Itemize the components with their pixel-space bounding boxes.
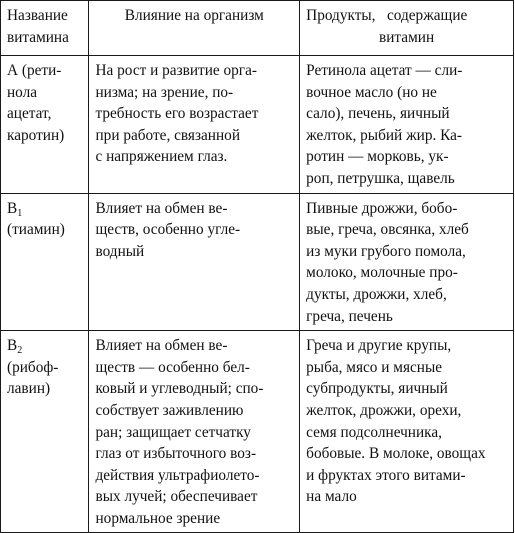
vitamin-name-a: А (рети- нола ацетат, каротин) bbox=[1, 56, 89, 194]
header-vitamin-name: Название витамина bbox=[1, 1, 89, 56]
vitamin-fullname-b2: (рибоф- лавин) bbox=[7, 358, 59, 398]
vitamin-products-a: Ретинола ацетат — сли- вочное масло (но не сало), печень, яичный желток, рыбий жир. Ка- ротин — морковь, ук- роп, петрушка, щавель bbox=[300, 56, 514, 194]
header-products-line1: Продукты, содержащие bbox=[306, 7, 468, 24]
vitamin-effect-b1: Влияет на обмен ве- ществ, особенно угле- водный bbox=[89, 193, 300, 331]
table-row bbox=[1, 193, 514, 331]
vitamin-subscript-b2: 2 bbox=[17, 345, 23, 357]
vitamin-fullname-b1: (тиамин) bbox=[7, 221, 65, 239]
vitamin-subscript-b1: 1 bbox=[17, 207, 23, 219]
vitamin-letter-b2: В bbox=[7, 337, 18, 355]
vitamin-name-b2 bbox=[1, 331, 89, 533]
header-products-line2: витамин bbox=[379, 28, 435, 46]
vitamin-letter-b1: В bbox=[7, 199, 18, 217]
vitamin-effect-a: На рост и развитие орга- низма; на зрение, по- требность его возрастает при работе, связанной с напряжением глаз. bbox=[89, 56, 300, 194]
table-header-row bbox=[1, 1, 514, 56]
header-effect: Влияние на организм bbox=[89, 1, 300, 56]
table-row bbox=[1, 56, 514, 194]
vitamin-effect-b2: Влияет на обмен ве- ществ — особенно бел- ковый и углеводный; спо- собствует заживлению ран; защищает сетчатку глаз от избыточного воз- действия ультрафиолето- вых лучей; обеспечивает нормальное зрение bbox=[89, 331, 300, 533]
header-products bbox=[300, 1, 514, 56]
vitamin-products-b2: Греча и другие крупы, рыба, мясо и мясные субпродукты, яичный желток, дрожжи, орехи, семя подсолнечника, бобовые. В молоке, овощах и фруктах этого витами- на мало bbox=[300, 331, 514, 533]
table-row bbox=[1, 331, 514, 533]
vitamin-products-b1: Пивные дрожжи, бобо- вые, греча, овсянка, хлеб из муки грубого помола, молоко, молочные про- дукты, дрожжи, хлеб, греча, печень bbox=[300, 193, 514, 331]
vitamin-name-b1 bbox=[1, 193, 89, 331]
